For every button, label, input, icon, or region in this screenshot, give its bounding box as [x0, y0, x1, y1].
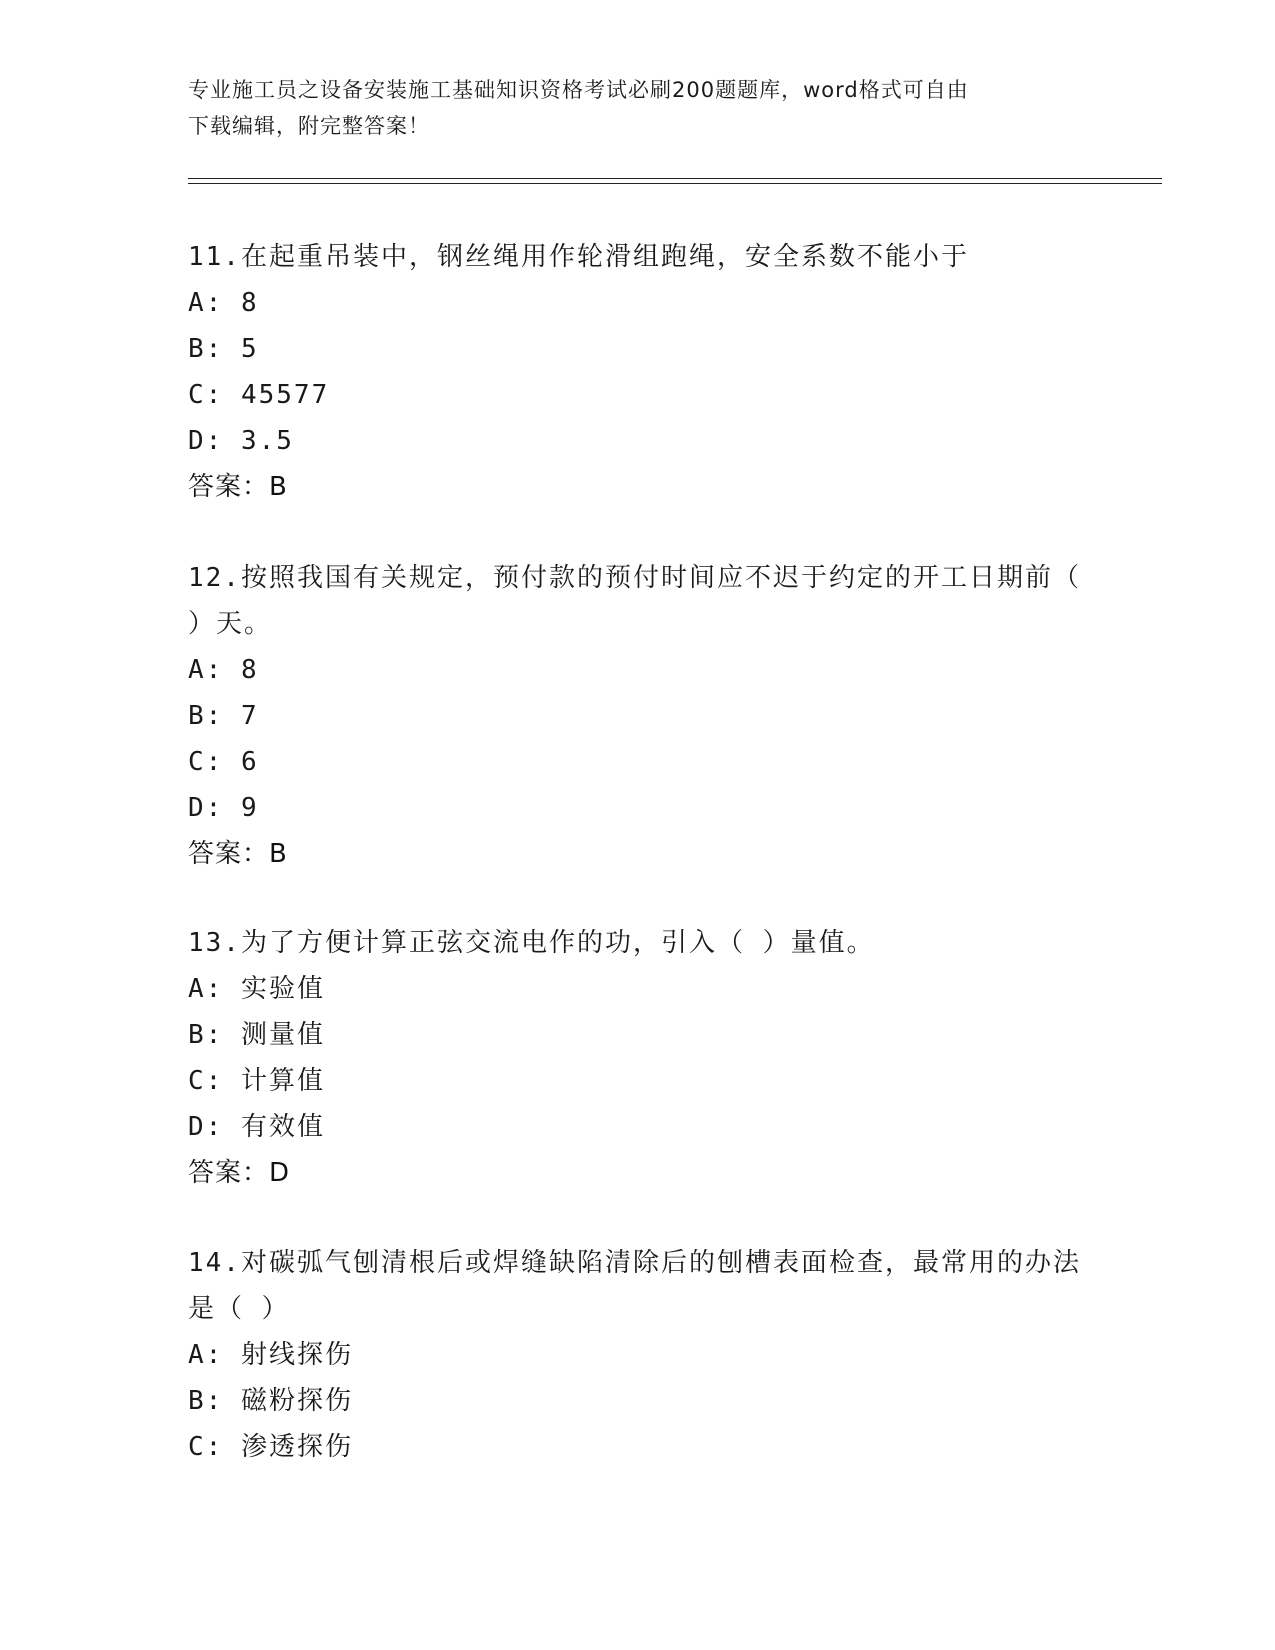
header-divider-top	[188, 178, 1162, 179]
question-stem: 12.按照我国有关规定，预付款的预付时间应不迟于约定的开工日期前（ ）天。	[188, 563, 1081, 639]
header-line-2: 下载编辑，附完整答案！	[188, 114, 430, 138]
option-b: B: 测量值	[188, 1020, 325, 1050]
option-b: B: 5	[188, 334, 259, 364]
option-a: A: 8	[188, 655, 259, 685]
answer: 答案：B	[188, 472, 288, 502]
option-c: C: 计算值	[188, 1066, 325, 1096]
question-12	[188, 555, 1088, 877]
option-d: D: 有效值	[188, 1112, 325, 1142]
question-14	[188, 1240, 1088, 1470]
option-b: B: 磁粉探伤	[188, 1386, 353, 1416]
question-stem: 11.在起重吊装中，钢丝绳用作轮滑组跑绳，安全系数不能小于	[188, 242, 969, 272]
question-11	[188, 234, 1088, 510]
option-c: C: 6	[188, 747, 259, 777]
question-13	[188, 920, 1088, 1196]
question-stem: 13.为了方便计算正弦交流电作的功，引入（ ）量值。	[188, 928, 875, 958]
answer: 答案：D	[188, 1158, 291, 1188]
header-divider-bottom	[188, 183, 1162, 184]
question-stem: 14.对碳弧气刨清根后或焊缝缺陷清除后的刨槽表面检查，最常用的办法是（ ）	[188, 1248, 1081, 1324]
option-c: C: 渗透探伤	[188, 1432, 353, 1462]
option-d: D: 9	[188, 793, 259, 823]
option-d: D: 3.5	[188, 426, 294, 456]
answer: 答案：B	[188, 839, 288, 869]
option-a: A: 射线探伤	[188, 1340, 353, 1370]
document-header	[188, 72, 1088, 144]
option-a: A: 8	[188, 288, 259, 318]
option-a: A: 实验值	[188, 974, 325, 1004]
header-line-1: 专业施工员之设备安装施工基础知识资格考试必刷200题题库，word格式可自由	[188, 78, 969, 102]
option-b: B: 7	[188, 701, 259, 731]
option-c: C: 45577	[188, 380, 330, 410]
